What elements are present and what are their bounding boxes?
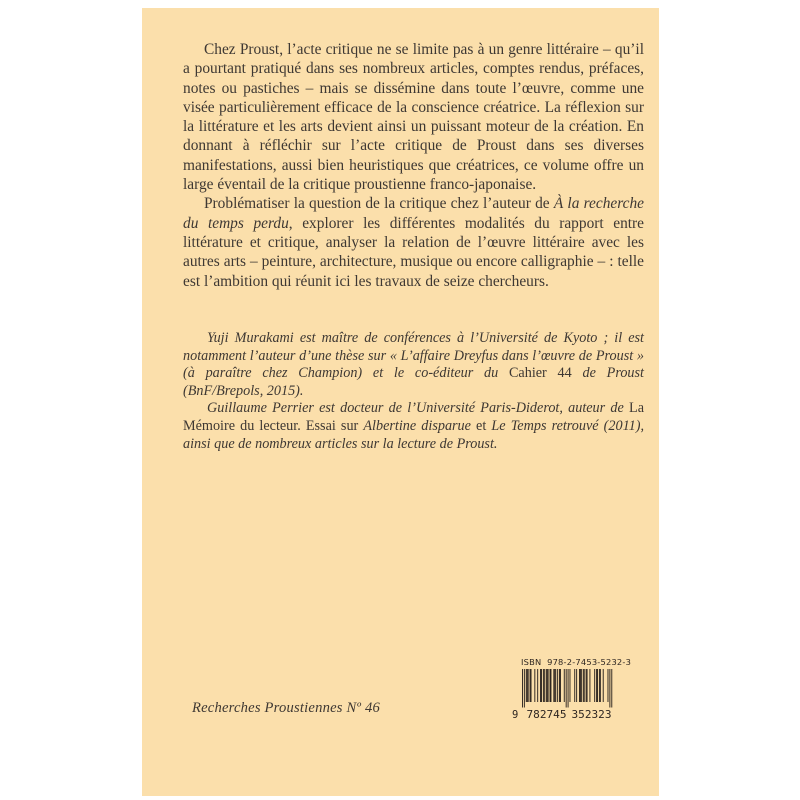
isbn-number-label: ISBN 978-2-7453-5232-3 bbox=[521, 657, 632, 667]
author-bios bbox=[183, 330, 644, 453]
svg-text:782745: 782745 bbox=[526, 709, 567, 721]
ean13-barcode-bars bbox=[510, 669, 625, 725]
isbn-barcode bbox=[510, 657, 632, 726]
blurb-paragraph-1: Chez Proust, l’acte critique ne se limite pas à un genre littéraire – qu’il a pourtant pratiqué dans ses nombreux articles, comptes rendus, préfaces, notes ou pastiches – mais se dissémine dans toute l’œuvre, comme une visée particulièrement efficace de la conscience créatrice. La réflexion sur la littérature et les arts devient ainsi un puissant moteur de la création. En donnant à réfléchir sur l’acte critique de Proust dans ses diverses manifestations, aussi bien heuristiques que créatrices, ce volume offre un large éventail de la critique proustienne franco-japonaise. bbox=[183, 41, 644, 194]
back-cover-blurb bbox=[183, 40, 644, 291]
blurb-paragraph-2: Problématiser la question de la critique chez l’auteur de À la recherche du temps perdu, explorer les différentes modalités du rapport entre littérature et critique, analyser la relation de l’œuvre littéraire avec les autres arts – peinture, architecture, musique ou encore calligraphie – : telle est l’ambition qui réunit ici les travaux de seize chercheurs. bbox=[183, 195, 644, 290]
book-back-cover bbox=[142, 8, 659, 796]
author-bio-perrier: Guillaume Perrier est docteur de l’Université Paris-Diderot, auteur de La Mémoire du lecteur. Essai sur Albertine disparue et Le Temps retrouvé (2011), ainsi que de nombreux articles sur la lecture de Proust. bbox=[183, 400, 645, 452]
author-bio-murakami: Yuji Murakami est maître de conférences à l’Université de Kyoto ; il est notamment l’auteur d’une thèse sur « L’affaire Dreyfus dans l’œuvre de Proust » (à paraître chez Champion) et le co-éditeur du Cahier 44 de Proust (BnF/Brepols, 2015). bbox=[183, 330, 644, 399]
collection-label: Recherches Proustiennes Nº 46 bbox=[192, 700, 380, 716]
svg-text:9: 9 bbox=[512, 709, 519, 721]
svg-text:352323: 352323 bbox=[571, 709, 612, 721]
